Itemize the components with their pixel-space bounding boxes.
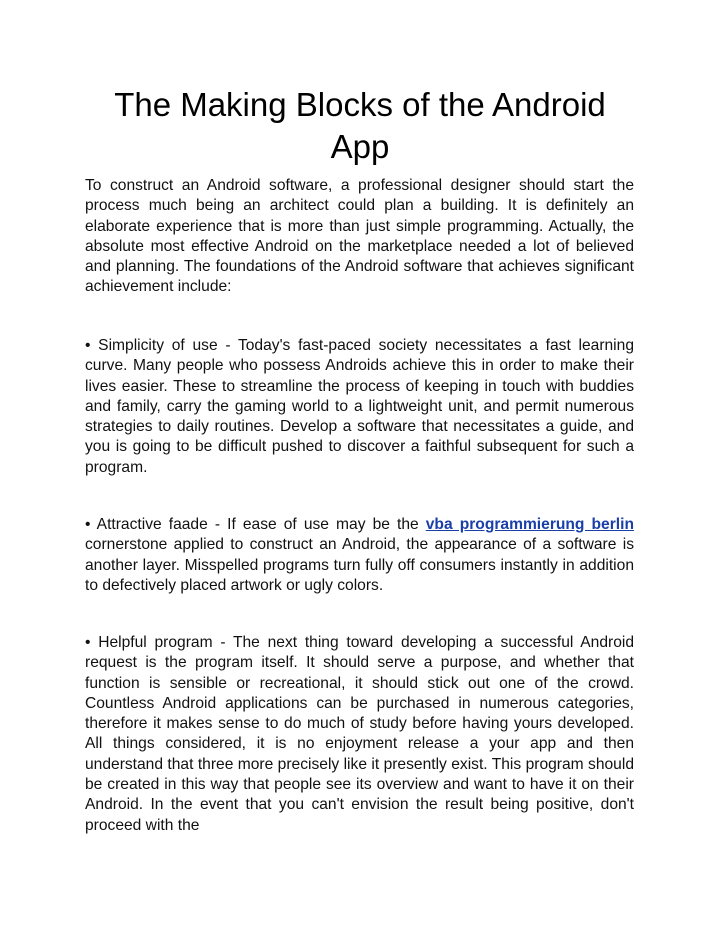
bullet-attractive-facade bbox=[85, 515, 634, 596]
bullet-text-before-link: • Attractive faade - If ease of use may be the bbox=[85, 516, 426, 533]
vba-programmierung-link[interactable]: vba programmierung berlin bbox=[425, 516, 634, 533]
bullet-helpful-program: • Helpful program - The next thing toward developing a successful Android request is the program itself. It should serve a purpose, and whether that function is sensible or recreational, it should stick out one of the crowd. Countless Android applications can be purchased in numerous categories, therefore it makes sense to do much of study before having yours developed. All things considered, it is no enjoyment release a your app and then understand that three more precisely like it presently exist. This program should be created in this way that people see its overview and want to have it on their Android. In the event that you can't envision the result being positive, don't proceed with the bbox=[85, 634, 634, 834]
page-title: The Making Blocks of the Android App bbox=[114, 86, 606, 165]
bullet-simplicity: • Simplicity of use - Today's fast-paced society necessitates a fast learning curve. Many people who possess Androids achieve this in order to make their lives easier. These to streamline the process of keeping in touch with buddies and family, carry the gaming world to a lightweight unit, and permit numerous strategies to daily routines. Develop a software that necessitates a guide, and you is going to be difficult pushed to discover a faithful subsequent for such a program. bbox=[85, 337, 634, 476]
intro-paragraph: To construct an Android software, a professional designer should start the process much being an architect could plan a building. It is definitely an elaborate experience that is more than just simple programming. Actually, the absolute most effective Android on the marketplace needed a lot of believed and planning. The foundations of the Android software that achieves significant achievement include: bbox=[85, 177, 634, 296]
bullet-text-after-link: cornerstone applied to construct an Android, the appearance of a software is another layer. Misspelled programs turn fully off consumers instantly in addition to defectively placed artwork or ugly colors. bbox=[85, 536, 634, 594]
